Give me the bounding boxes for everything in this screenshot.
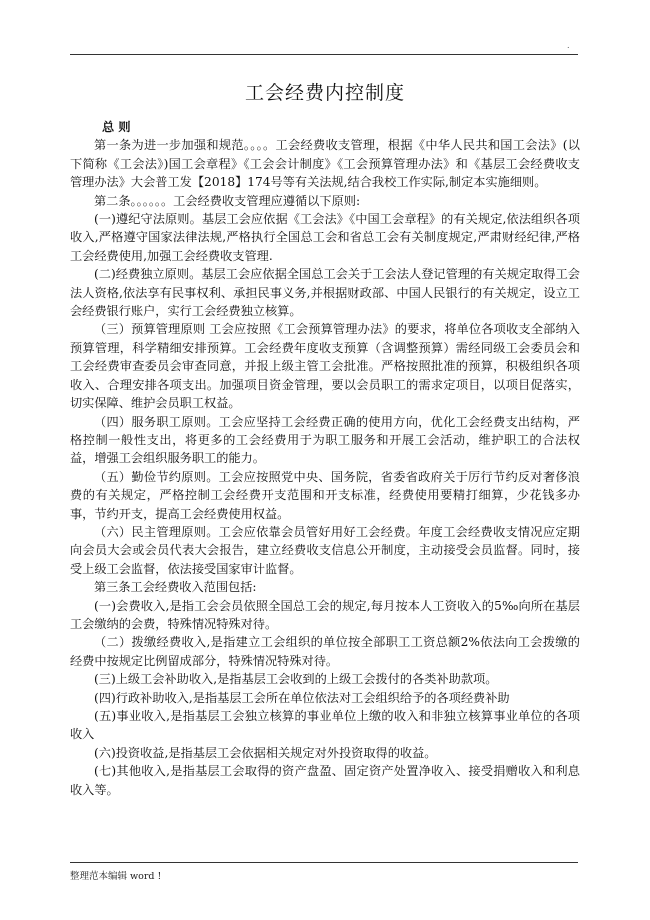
income-2-paragraph: （二）拨缴经费收入,是指建立工会组织的单位按全部职工工资总额2%依法向工会拨缴的经费中按规定比例留成部分，特殊情况特殊对待。 — [70, 635, 580, 668]
principle-4-paragraph: （四）服务职工原则。工会应坚持工会经费正确的使用方向，优化工会经费支出结构，严格控制一般性支出，将更多的工会经费用于为职工服务和开展工会活动，维护职工的合法权益，增强工会组织服务职工的能力。 — [70, 414, 580, 466]
document-title: 工会经费内控制度 — [244, 82, 405, 104]
principle-1-paragraph: (一)遵纪守法原则。基层工会应依据《工会法》《中国工会章程》的有关规定,依法组织各项收入,严格遵守国家法律法规,严格执行全国总工会和省总工会有关制度规定,严肃财经纪律,严格工会经费使用,加强工会经费收支管理. — [70, 212, 580, 263]
income-5-paragraph: (五)事业收入,是指基层工会独立核算的事业单位上缴的收入和非独立核算事业单位的各项收入 — [70, 709, 580, 742]
income-6-paragraph: (六)投资收益,是指基层工会依据相关规定对外投资取得的收益。 — [94, 745, 437, 760]
income-3-paragraph: (三)上级工会补助收入,是指基层工会收到的上级工会拨付的各类补助款项。 — [94, 672, 498, 687]
income-4-paragraph: (四)行政补助收入,是指基层工会所在单位依法对工会组织给予的各项经费补助 — [94, 690, 510, 705]
article-1-paragraph: 第一条为进一步加强和规范。。。。工会经费收支管理，根据《中华人民共和国工会法》(以下简称《工会法》)国工会章程》《工会会计制度》《工会预算管理办法》和《基层工会经费收支管理办法》大会普工发【2018】174号等有关法规,结合我校工作实际,制定本实施细则。 — [70, 138, 580, 190]
footer-rule — [70, 862, 578, 863]
header-mark: . — [567, 41, 570, 50]
principle-2-paragraph: (二)经费独立原则。基层工会应依据全国总工会关于工会法人登记管理的有关规定取得工会法人资格,依法享有民事权利、承担民事义务,并根据财政部、中国人民银行的有关规定，设立工会经费银行账户，实行工会经费独立核算。 — [70, 267, 580, 319]
footer-text: 整理范本编辑 word ! — [70, 871, 162, 882]
income-7-paragraph: (七)其他收入,是指基层工会取得的资产盘盈、固定资产处置净收入、接受捐赠收入和利息收入等。 — [70, 764, 580, 797]
principle-5-paragraph: （五）勤俭节约原则。工会应按照党中央、国务院，省委省政府关于厉行节约反对奢侈浪费的有关规定，严格控制工会经费开支范围和开支标准，经费使用要精打细算，少花钱多办事，节约开支，提高工会经费使用权益。 — [70, 469, 580, 521]
document-body — [70, 118, 580, 799]
article-3-paragraph: 第三条工会经费收入范围包括: — [94, 580, 257, 595]
principle-3-paragraph: （三）预算管理原则 工会应按照《工会预算管理办法》的要求，将单位各项收支全部纳入预算管理，科学精细安排预算。工会经费年度收支预算（含调整预算）需经同级工会委员会和工会经费审查委员会审查同意，并报上级主管工会批准。严格按照批准的预算，积极组织各项收入、合理安排各项支出。加强项目资金管理，要以会员职工的需求定项目，以项目促落实，切实保障、维护会员职工权益。 — [70, 322, 580, 411]
article-2-paragraph: 第二条。。。。。。工会经费收支管理应遵循以下原则: — [94, 193, 361, 208]
header-rule — [70, 54, 578, 55]
section-heading: 总 则 — [102, 120, 131, 134]
principle-6-paragraph: （六）民主管理原则。工会应依靠会员管好用好工会经费。年度工会经费收支情况应定期向会员大会或会员代表大会报告，建立经费收支信息公开制度，主动接受会员监督。同时，接受上级工会监督，依法接受国家审计监督。 — [70, 524, 580, 576]
income-1-paragraph: (一)会费收入,是指工会会员依照全国总工会的规定,每月按本人工资收入的5‰向所在基层工会缴纳的会费，特殊情况特殊对待。 — [70, 598, 580, 631]
